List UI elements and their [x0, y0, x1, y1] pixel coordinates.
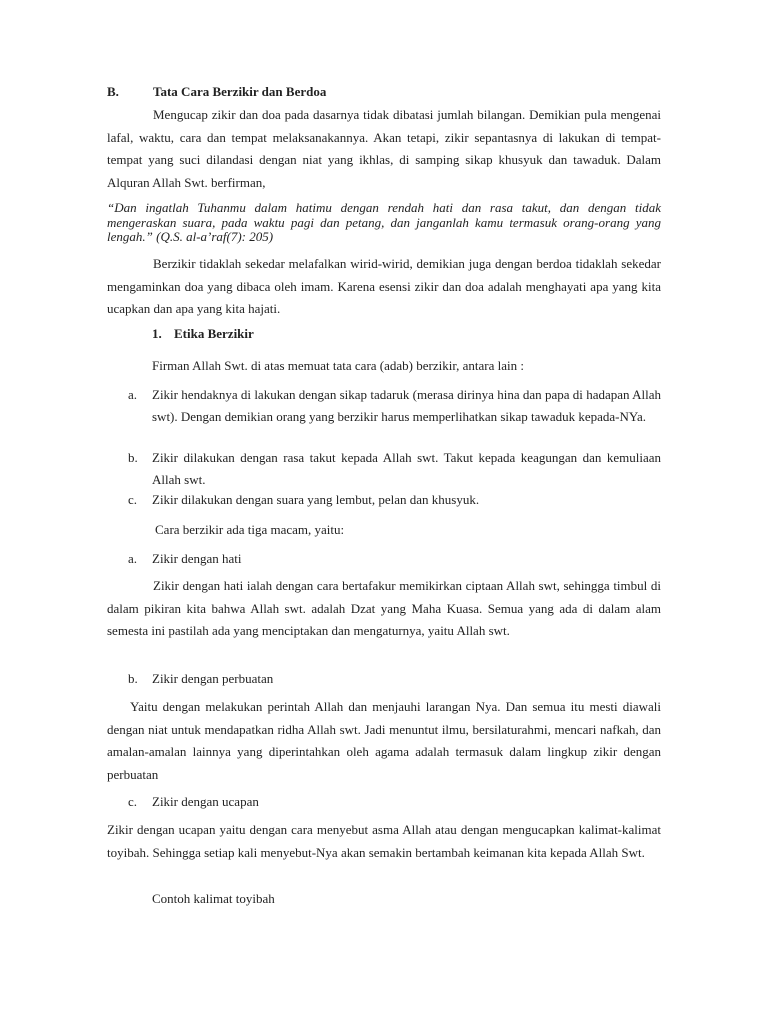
list-marker: a. — [128, 551, 138, 566]
list-text: Zikir dengan hati — [152, 551, 242, 566]
list-text: Zikir hendaknya di lakukan dengan sikap tadaruk (merasa dirinya hina dan papa di hadapan Allah swt). Dengan demikian orang yang berzikir harus memperlihatkan sikap tawaduk kepada-NYa. — [152, 387, 661, 424]
intro-cara: Cara berzikir ada tiga macam, yaitu: — [155, 522, 345, 537]
paragraph-perbuatan: Yaitu dengan melakukan perintah Allah dan menjauhi larangan Nya. Dan semua itu mesti diawali dengan niat untuk mendapatkan ridha Allah swt. Jadi menuntut ilmu, bersilaturahmi, mencari nafkah, dan amalan-amalan lainnya yang diperintahkan oleh agama adalah termasuk dalam lingkup zikir dengan perbuatan — [107, 699, 661, 782]
list-text: Zikir dengan perbuatan — [152, 671, 274, 686]
paragraph-ucapan: Zikir dengan ucapan yaitu dengan cara menyebut asma Allah atau dengan mengucapkan kalimat-kalimat toyibah. Sehingga setiap kali menyebut-Nya akan semakin bertambah keimanan kita kepada Allah Swt. — [107, 822, 661, 860]
cara-item-ucapan — [128, 791, 661, 813]
quran-quote: “Dan ingatlah Tuhanmu dalam hatimu dengan rendah hati dan rasa takut, dan dengan tidak mengeraskan suara, pada waktu pagi dan petang, dan janganlah kamu termasuk orang-orang yang lengah.” (Q.S. al-a’raf(7): 205) — [107, 200, 661, 244]
subheading-number: 1. — [152, 326, 162, 341]
paragraph-hati: Zikir dengan hati ialah dengan cara bertafakur memikirkan ciptaan Allah swt, sehingga timbul di dalam pikiran kita bahwa Allah swt. adalah Dzat yang Maha Kuasa. Semua yang ada di dalam alam semesta ini pastilah ada yang menciptakan dan mengaturnya, yaitu Allah swt. — [107, 578, 661, 638]
cara-item-hati — [128, 548, 661, 570]
paragraph-esensi: Berzikir tidaklah sekedar melafalkan wirid-wirid, demikian juga dengan berdoa tidaklah sekedar mengaminkan doa yang dibaca oleh imam. Karena esensi zikir dan doa adalah menghayati apa yang kita ucapkan dan apa yang kita hajati. — [107, 256, 661, 316]
list-marker: b. — [128, 450, 138, 465]
contoh-label: Contoh kalimat toyibah — [152, 891, 275, 906]
list-item — [128, 384, 661, 428]
list-text: Zikir dilakukan dengan rasa takut kepada Allah swt. Takut kepada keagungan dan kemuliaan Allah swt. — [152, 450, 661, 487]
list-marker: b. — [128, 671, 138, 686]
list-marker: c. — [128, 794, 138, 809]
list-marker: a. — [128, 387, 138, 402]
list-item — [128, 489, 661, 511]
section-heading — [107, 84, 326, 100]
intro-etika: Firman Allah Swt. di atas memuat tata cara (adab) berzikir, antara lain : — [152, 358, 525, 373]
subheading-title: Etika Berzikir — [174, 326, 254, 341]
paragraph-intro: Mengucap zikir dan doa pada dasarnya tidak dibatasi jumlah bilangan. Demikian pula mengenai lafal, waktu, cara dan tempat melaksanakannya. Akan tetapi, zikir sepantasnya di lakukan di tempat-tempat yang suci dilandasi dengan niat yang ikhlas, di samping sikap khusyuk dan tawaduk. Dalam Alquran Allah Swt. berfirman, — [107, 107, 661, 190]
subheading-etika — [152, 326, 254, 342]
list-text: Zikir dengan ucapan — [152, 794, 259, 809]
cara-item-perbuatan — [128, 668, 661, 690]
list-item — [128, 447, 661, 491]
list-text: Zikir dilakukan dengan suara yang lembut, pelan dan khusyuk. — [152, 492, 480, 507]
section-letter: B. — [107, 84, 119, 99]
section-title: Tata Cara Berzikir dan Berdoa — [153, 84, 327, 99]
list-marker: c. — [128, 492, 138, 507]
